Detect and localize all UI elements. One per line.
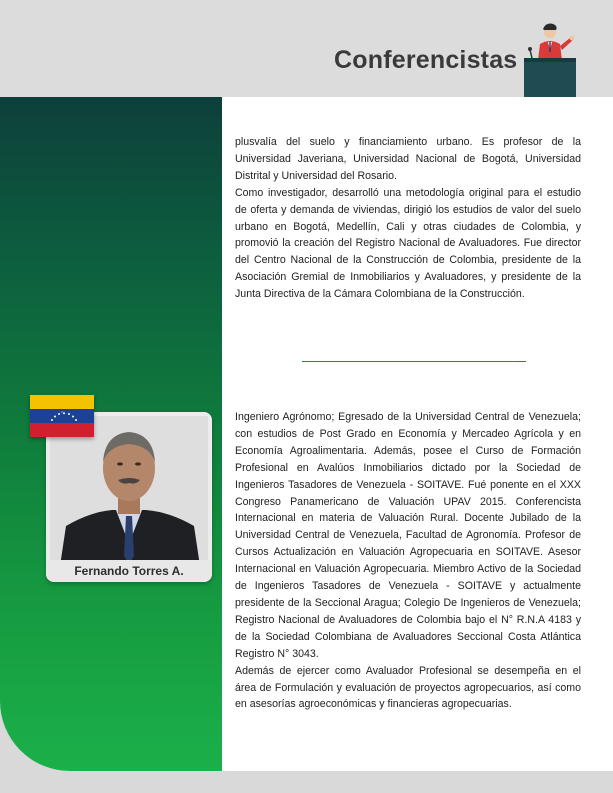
speaker1-bio (235, 134, 581, 303)
section-divider (302, 361, 526, 362)
speaker2-bio (235, 409, 581, 713)
bio-paragraph: Ingeniero Agrónomo; Egresado de la Universidad Central de Venezuela; con estudios de Post Grado en Economía y Mercadeo Agrícola y en Economía Agroalimentaria. Además, posee el Curso de Formación Profesional en Avalúos Inmobiliarios dictado por la Sociedad de Ingenieros Tasadores de Venezuela - SOITAVE. Fué ponente en el XXX Congreso Panamericano de Valuación UPAV 2015. Conferencista Internacional en materia de Valuación Rural. Docente Jubilado de la Universidad Central de Venezuela, Facultad de Agronomía. Profesor de Cursos Actualización en Valuación Agropecuaria en SOITAVE. Asesor Internacional en Valuación Agropecuaria. Miembro Activo de la Sociedad de Ingenieros Tasadores de Venezuela - SOITAVE y actualmente presidente de la Seccional Aragua; Colegio De Ingenieros de Venezuela; Registro Nacional de Avaluadores de Colombia bajo el N° R.N.A 4183 y de la Sociedad Colombiana de Avaluadores Seccional Costa Atlántica Registro N° 3043. (235, 411, 581, 660)
venezuela-flag-icon (30, 395, 94, 437)
bio-paragraph: Además de ejercer como Avaluador Profesional se desempeña en el área de Formulación y evaluación de proyectos agropecuarios, así como en asesorías agroeconómicas y financieras agropecuarias. (235, 664, 581, 711)
speaker-portrait (50, 416, 208, 566)
speaker-photo-card (46, 412, 212, 582)
page-header (0, 0, 613, 97)
bio-paragraph: Como investigador, desarrolló una metodología original para el estudio de oferta y demanda de viviendas, dirigió los estudios de valor del suelo urbano en Bogotá, Medellín, Cali y otras ciudades de Colombia, y promovió la creación del Registro Nacional de Avaluadores. Fue director del Centro Nacional de la Construcción de Colombia, presidente de la Asociación Gremial de Inmobiliarios y Avaluadores, y presidente de la Junta Directiva de la Cámara Colombiana de la Construcción. (235, 186, 581, 301)
page-title: Conferencistas (334, 46, 518, 74)
speaker-at-podium-icon (520, 20, 580, 98)
speaker-name: Fernando Torres A. (46, 560, 212, 582)
bio-paragraph: plusvalía del suelo y financiamiento urbano. Es profesor de la Universidad Javeriana, Universidad Nacional de Bogotá, Universidad Distrital y Universidad del Rosario. (235, 136, 581, 182)
